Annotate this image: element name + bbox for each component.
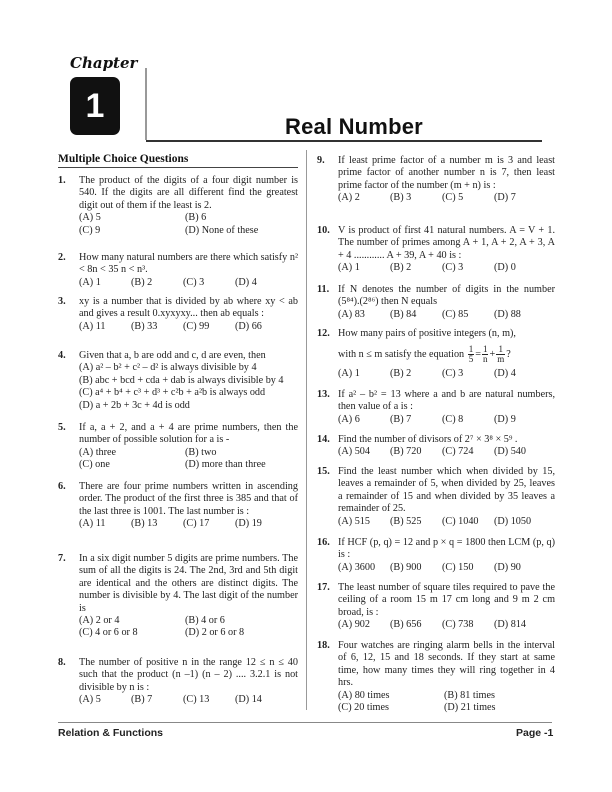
question-number: 8. bbox=[58, 657, 66, 668]
option-c: (C) 4 or 6 or 8 bbox=[79, 627, 138, 639]
option-b: (B) 6 bbox=[185, 212, 207, 224]
option-d: (D) 14 bbox=[235, 694, 262, 706]
page-title: Real Number bbox=[285, 114, 423, 139]
question-number: 12. bbox=[317, 328, 330, 339]
question-11 bbox=[317, 284, 555, 321]
option-c: (C) 85 bbox=[442, 308, 469, 320]
option-b: (B) abc + bcd + cda + dab is always divisible by 4 bbox=[79, 374, 284, 386]
option-b: (B) 525 bbox=[390, 515, 422, 527]
option-a: (A) 504 bbox=[338, 446, 370, 458]
option-b: (B) 7 bbox=[131, 694, 153, 706]
question-number: 18. bbox=[317, 640, 330, 651]
question-16 bbox=[317, 537, 555, 574]
question-17 bbox=[317, 582, 555, 632]
question-number: 10. bbox=[317, 225, 330, 236]
option-d: (D) 814 bbox=[494, 619, 526, 631]
question-stem: There are four prime numbers written in ascending order. The product of the first three is 385 and that of the last three is 1001. The last number is : bbox=[79, 481, 298, 517]
header-divider bbox=[145, 68, 147, 140]
question-stem: If a, a + 2, and a + 4 are prime numbers, then the number of possible solution for a is - bbox=[79, 422, 298, 446]
question-number: 16. bbox=[317, 537, 330, 548]
option-a: (A) 1 bbox=[79, 276, 101, 288]
option-c: (C) 17 bbox=[183, 518, 210, 530]
option-a: (A) 11 bbox=[79, 320, 106, 332]
option-c: (C) 3 bbox=[442, 368, 464, 380]
question-stem: The product of the digits of a four digit number is 540. If the digits are all different find the greatest digit out of them if the least is 2. bbox=[79, 175, 298, 211]
question-stem: In a six digit number 5 digits are prime numbers. The sum of all the digits is 24. The 2nd, 3rd and 5th digit are identical and the others are distinct digits. The number is divisible by 4. The last digit of the number is bbox=[79, 553, 298, 614]
option-b: (B) 84 bbox=[390, 308, 417, 320]
question-number: 17. bbox=[317, 582, 330, 593]
question-4 bbox=[58, 350, 298, 412]
option-d: (D) 4 bbox=[235, 276, 257, 288]
option-a: (A) 3600 bbox=[338, 561, 376, 573]
question-6 bbox=[58, 481, 298, 531]
option-c: (C) 3 bbox=[442, 262, 464, 274]
question-number: 7. bbox=[58, 553, 66, 564]
question-number: 3. bbox=[58, 296, 66, 307]
question-number: 5. bbox=[58, 422, 66, 433]
option-b: (B) 2 bbox=[390, 262, 412, 274]
footer-rule bbox=[58, 722, 552, 723]
option-c: (C) 9 bbox=[79, 224, 101, 236]
option-b: (B) 2 bbox=[131, 276, 153, 288]
option-d: (D) 66 bbox=[235, 320, 262, 332]
question-stem: The number of positive n in the range 12 ≤ n ≤ 40 such that the product (n –1) (n – 2) .... 3.2.1 is not divisible by n is : bbox=[79, 657, 298, 693]
option-d: (D) 540 bbox=[494, 446, 526, 458]
question-stem-cont: with n ≤ m satisfy the equation bbox=[338, 349, 465, 361]
question-number: 11. bbox=[317, 284, 330, 295]
question-stem: Four watches are ringing alarm bells in the interval of 6, 12, 15 and 18 seconds. If they start at same time, how many times they will ring together in 4 hrs. bbox=[338, 640, 555, 689]
option-d: (D) a + 2b + 3c + 4d is odd bbox=[79, 399, 190, 411]
option-d: (D) 4 bbox=[494, 368, 516, 380]
question-number: 6. bbox=[58, 481, 66, 492]
option-a: (A) 515 bbox=[338, 515, 370, 527]
option-b: (B) 33 bbox=[131, 320, 158, 332]
fraction: $\frac{1}{n}$ bbox=[482, 344, 488, 365]
option-d: (D) 90 bbox=[494, 561, 521, 573]
option-d: (D) 7 bbox=[494, 192, 516, 204]
question-1 bbox=[58, 175, 298, 237]
question-9 bbox=[317, 155, 555, 205]
option-b: (B) 4 or 6 bbox=[185, 615, 225, 627]
option-c: (C) 8 bbox=[442, 413, 464, 425]
question-stem: xy is a number that is divided by ab where xy < ab and gives a result 0.xyxyxy... then ab equals : bbox=[79, 296, 298, 320]
question-13 bbox=[317, 389, 555, 426]
question-stem: If a² – b² = 13 where a and b are natural numbers, then value of a is : bbox=[338, 389, 555, 413]
option-a: (A) 2 bbox=[338, 192, 360, 204]
chapter-number: 1 bbox=[70, 77, 120, 135]
option-c: (C) 13 bbox=[183, 694, 210, 706]
option-d: (D) 21 times bbox=[444, 702, 496, 714]
option-c: (C) 150 bbox=[442, 561, 474, 573]
option-a: (A) 2 or 4 bbox=[79, 615, 120, 627]
option-d: (D) 2 or 6 or 8 bbox=[185, 627, 245, 639]
option-a: (A) 6 bbox=[338, 413, 360, 425]
question-stem: Find the number of divisors of 2⁷ × 3⁸ × 5⁹ . bbox=[338, 434, 518, 445]
question-14 bbox=[317, 434, 555, 459]
option-b: (B) two bbox=[185, 446, 217, 458]
section-title: Multiple Choice Questions bbox=[58, 153, 189, 165]
question-stem: If least prime factor of a number m is 3 and least prime factor of another number n is 7, then least prime factor of the number (m + n) is : bbox=[338, 155, 555, 191]
question-15 bbox=[317, 466, 555, 528]
question-8 bbox=[58, 657, 298, 707]
option-b: (B) 81 times bbox=[444, 689, 495, 701]
option-d: (D) 9 bbox=[494, 413, 516, 425]
option-b: (B) 13 bbox=[131, 518, 158, 530]
option-b: (B) 900 bbox=[390, 561, 422, 573]
question-number: 14. bbox=[317, 434, 330, 445]
option-d: (D) 88 bbox=[494, 308, 521, 320]
question-stem: If HCF (p, q) = 12 and p × q = 1800 then LCM (p, q) is : bbox=[338, 537, 555, 561]
fraction: $\frac{1}{5}$ bbox=[468, 344, 474, 365]
question-stem: How many natural numbers are there which satisfy n² < 8n < 35 n < n³. bbox=[79, 252, 298, 276]
option-a: (A) 83 bbox=[338, 308, 365, 320]
option-a: (A) 5 bbox=[79, 212, 101, 224]
option-c: (C) 738 bbox=[442, 619, 474, 631]
option-a: (A) 80 times bbox=[338, 689, 390, 701]
option-c: (C) 1040 bbox=[442, 515, 479, 527]
title-rule bbox=[146, 140, 542, 142]
option-d: (D) 0 bbox=[494, 262, 516, 274]
option-a: (A) three bbox=[79, 446, 117, 458]
question-10 bbox=[317, 225, 555, 275]
option-c: (C) 20 times bbox=[338, 702, 389, 714]
question-number: 2. bbox=[58, 252, 66, 263]
footer-book-title: Relation & Functions bbox=[58, 727, 163, 739]
option-b: (B) 2 bbox=[390, 368, 412, 380]
question-stem: How many pairs of positive integers (n, m), bbox=[338, 328, 516, 339]
question-number: 13. bbox=[317, 389, 330, 400]
question-number: 1. bbox=[58, 175, 66, 186]
option-b: (B) 656 bbox=[390, 619, 422, 631]
question-number: 9. bbox=[317, 155, 325, 166]
question-12 bbox=[317, 328, 555, 381]
question-number: 4. bbox=[58, 350, 66, 361]
question-stem: Find the least number which when divided by 15, leaves a remainder of 5, when divided by 25, leaves a remainder of 15 and when divided by 35 leaves a remainder of 25. bbox=[338, 466, 555, 515]
chapter-label: Chapter bbox=[70, 54, 138, 72]
column-divider bbox=[306, 150, 307, 710]
option-a: (A) 11 bbox=[79, 518, 106, 530]
option-b: (B) 3 bbox=[390, 192, 412, 204]
option-a: (A) a² – b² + c² – d² is always divisible by 4 bbox=[79, 362, 257, 374]
option-c: (C) 3 bbox=[183, 276, 205, 288]
question-stem: V is product of first 41 natural numbers. A = V + 1. The number of primes among A + 1, A + 2, A + 3, A + 4 ............ A + 39, A + 40 is : bbox=[338, 225, 555, 261]
question-stem: Given that a, b are odd and c, d are even, then bbox=[79, 350, 266, 361]
question-equation-line: with n ≤ m satisfy the equation $\frac{1}{5}$ = $\frac{1}{n}$ + $\frac{1}{m}$ ? bbox=[338, 344, 511, 365]
option-c: (C) 724 bbox=[442, 446, 474, 458]
fraction: $\frac{1}{m}$ bbox=[497, 344, 505, 365]
question-stem: If N denotes the number of digits in the number (5⁸⁴).(2⁸⁶) then N equals bbox=[338, 284, 555, 308]
question-18 bbox=[317, 640, 555, 714]
question-7 bbox=[58, 553, 298, 640]
option-a: (A) 5 bbox=[79, 694, 101, 706]
option-b: (B) 720 bbox=[390, 446, 422, 458]
question-3 bbox=[58, 296, 298, 333]
option-a: (A) 1 bbox=[338, 262, 360, 274]
option-c: (C) a⁴ + b⁴ + c³ + d³ + c²b + a²b is always odd bbox=[79, 387, 266, 399]
option-d: (D) None of these bbox=[185, 224, 259, 236]
page-number: Page -1 bbox=[516, 727, 554, 739]
option-c: (C) 99 bbox=[183, 320, 210, 332]
option-d: (D) 1050 bbox=[494, 515, 532, 527]
question-2 bbox=[58, 252, 298, 289]
question-5 bbox=[58, 422, 298, 472]
option-a: (A) 1 bbox=[338, 368, 360, 380]
option-b: (B) 7 bbox=[390, 413, 412, 425]
option-d: (D) more than three bbox=[185, 459, 266, 471]
option-c: (C) one bbox=[79, 459, 110, 471]
question-stem: The least number of square tiles required to pave the ceiling of a room 15 m 17 cm long and 9 m 2 cm broad, is : bbox=[338, 582, 555, 618]
option-d: (D) 19 bbox=[235, 518, 262, 530]
option-c: (C) 5 bbox=[442, 192, 464, 204]
question-number: 15. bbox=[317, 466, 330, 477]
section-underline bbox=[58, 167, 298, 168]
option-a: (A) 902 bbox=[338, 619, 370, 631]
